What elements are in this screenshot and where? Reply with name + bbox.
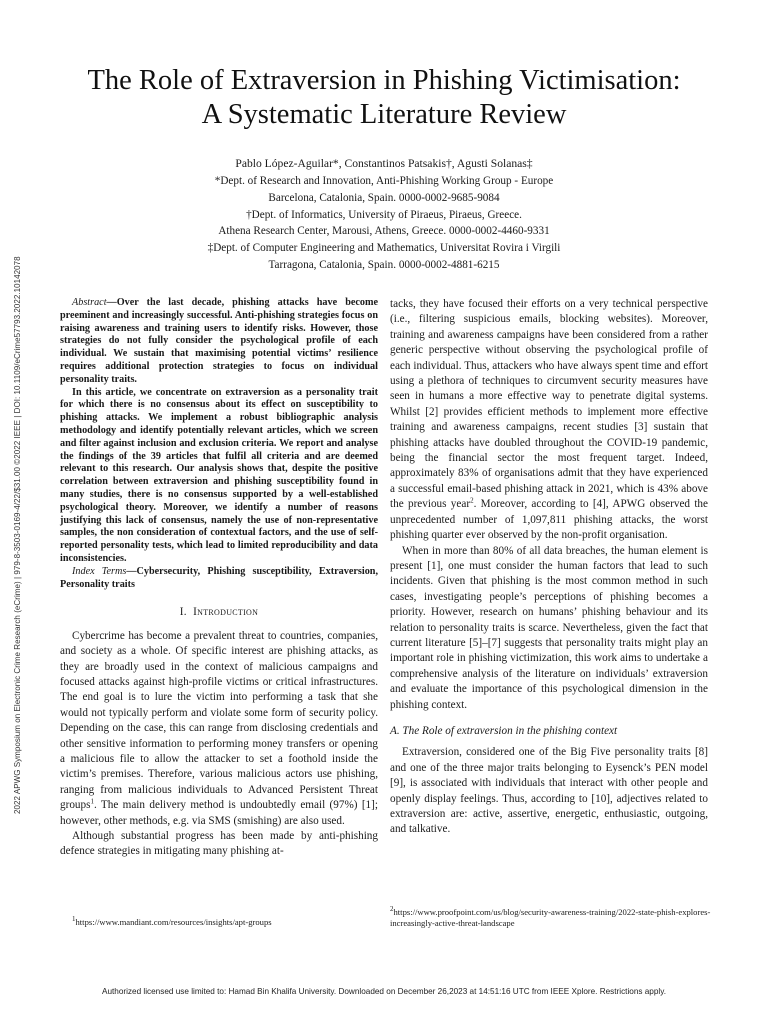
intro-paragraph-4: When in more than 80% of all data breaches, the human element is present [1], one must consider the human factors that lead to such incidents. Given that phishing is the most common method in such cases, investigating people’s perceptions of phishing becomes a priority. However, research on humans’ phishing behaviour and its relation to personality traits is scarce. Nevertheless, given the fact that current literature [5]–[7] suggests that personality traits might play an important role in phishing victimization, this work aims to undertake a comprehensive analysis of the literature on individuals’ extraversion and evaluate the importance of this psychological dimension in the phishing context. <box>390 544 708 711</box>
footnote-1: $^1$https://www.mandiant.com/resources/insights/apt-groups <box>72 915 272 927</box>
affiliations <box>60 173 708 274</box>
license-footer: Authorized licensed use limited to: Hamad Bin Khalifa University. Downloaded on December 26,2023 at 14:51:16 UTC from IEEE Xplore. Restrictions apply. <box>101 987 666 996</box>
footnote-ref-2[interactable]: 2 <box>470 496 474 505</box>
doi-side-note: 2022 APWG Symposium on Electronic Crime Research (eCrime) | 979-8-3503-0169-4/22/$31.00 ©2022 IEEE | DOI: 10.1109/eCrime57793.2022.10142078 <box>13 256 22 814</box>
title-line-1: The Role of Extraversion in Phishing Victimisation: <box>87 65 681 96</box>
footnote-1-link[interactable]: https://www.mandiant.com/resources/insights/apt-groups <box>75 917 272 927</box>
affiliation-line: *Dept. of Research and Innovation, Anti-Phishing Working Group - Europe <box>214 175 554 187</box>
affiliation-line: Barcelona, Catalonia, Spain. 0000-0002-9685-9084 <box>268 191 500 204</box>
intro-paragraph-2: Although substantial progress has been made by anti-phishing defence strategies in mitigating many phishing at- <box>60 830 378 858</box>
abstract-label: Abstract <box>72 297 107 308</box>
abstract <box>60 297 378 591</box>
abstract-paragraph-2: In this article, we concentrate on extraversion as a personality trait for which there is no consensus about its effect on susceptibility to phishing attacks. We implement a robust bibliographic analysis methodology and identify potentially relevant articles, which we screen and filter against inclusion and exclusion criteria. We report and analyse the findings of the 39 articles that fulfil all criteria and are deemed relevant to this research. Our analysis shows that, despite the positive correlation between extraversion and phishing susceptibility found in many studies, there is no consensus supported by a well-established psychological theory. Moreover, we identify a number of reasons justifying this lack of consensus, namely the use of non-representative samples, the non consideration of contextual factors, and the use of self-reported personality tests, which lead to limited reproducibility and data inconsistencies. <box>60 386 378 564</box>
affiliation-line: ‡Dept. of Computer Engineering and Mathematics, Universitat Rovira i Virgili <box>207 242 561 255</box>
author-list: Pablo López-Aguilar*, Constantinos Patsakis†, Agusti Solanas‡ <box>235 157 533 170</box>
subsection-heading-extraversion: A. The Role of extraversion in the phishing context <box>390 724 618 737</box>
affiliation-line: Athena Research Center, Marousi, Athens, Greece. 0000-0002-4460-9331 <box>218 225 550 238</box>
affiliation-line: †Dept. of Informatics, University of Piraeus, Piraeus, Greece. <box>246 208 522 221</box>
affiliation-line: Tarragona, Catalonia, Spain. 0000-0002-4881-6215 <box>268 258 500 271</box>
footnote-2: $^2$https://www.proofpoint.com/us/blog/security-awareness-training/2022-state-phish-explores-increasingly-active-threat-landscape <box>390 905 711 928</box>
index-terms: Index Terms—Cybersecurity, Phishing susceptibility, Extraversion, Personality traits <box>60 565 378 590</box>
section-heading-introduction: I. Introduction <box>179 606 259 619</box>
intro-paragraph-1: Cybercrime has become a prevalent threat to countries, companies, and society as a whole. Of specific interest are phishing attacks, as they are broadly used in the context of malicious campaigns and focused attacks against high-profile victims or critical infrastructures. The end goal is to lure the victim into performing a task that she would not typically perform and violate some form of security policy. Depending on the case, this can range from disclosing credentials and other sensitive information to performing money transfers or opening a malicious file to allow the attacker to set a foothold inside the victim’s premises. Therefore, various malicious actors use phishing, ranging from malicious individuals to Advanced Persistent Threat groups$^1$. The main delivery method is undoubtedly email (97%) [1]; however, other methods, e.g. via SMS (smishing) are also used. <box>60 629 378 827</box>
paper-title <box>40 64 728 132</box>
index-terms-label: Index Terms <box>72 565 127 577</box>
intro-paragraph-3: tacks, they have focused their efforts on a very technical perspective (i.e., filtering suspicious emails, blocking websites). Moreover, training and awareness campaigns have been considered from a rather generic perspective without observing the psychological profile of each individual. Thus, attackers who have always spent time and effort using a plethora of techniques to circumvent security measures have seen in humans a more effective way to penetrate digital systems. Whilst [2] provides efficient methods to implement more effective training and awareness campaigns, recent studies [3] sustain that phishing attacks have doubled throughout the COVID-19 pandemic, being the financial sector the most frequent target. Indeed, approximately 83% of organisations admit that they have experienced a successful email-based phishing attack in 2021, which is 43% above the previous year$^2$. Moreover, according to [4], APWG observed the unprecedented number of 1,097,811 phishing attacks, the worst phishing quarter ever observed by the non-profit organisation. <box>390 298 708 542</box>
subsection-paragraph-1: Extraversion, considered one of the Big Five personality traits [8] and one of the three major traits belonging to Eysenck’s PEN model [9], is associated with individuals that interact with other people and openly display feelings. Thus, according to [10], adjectives related to extraversion are: active, assertive, energetic, enthusiastic, outgoing, and talkative. <box>390 746 708 836</box>
title-line-2: A Systematic Literature Review <box>201 99 567 130</box>
abstract-paragraph-1: Abstract—Over the last decade, phishing attacks have become preeminent and increasingly successful. Anti-phishing strategies focus on raising awareness and training users to identify risks. However, those strategies do not fully consider the psychological profile of each individual. We sustain that maximising potential victims’ resilience requires additional protection strategies to focus on individual personality traits. <box>60 297 378 385</box>
left-column <box>60 297 378 860</box>
footnote-2-link[interactable]: https://www.proofpoint.com/us/blog/security-awareness-training/2022-state-phish-explores-increasingly-active-threat-landscape <box>390 907 711 928</box>
right-column <box>390 297 708 838</box>
footnote-ref-1[interactable]: 1 <box>90 797 94 806</box>
